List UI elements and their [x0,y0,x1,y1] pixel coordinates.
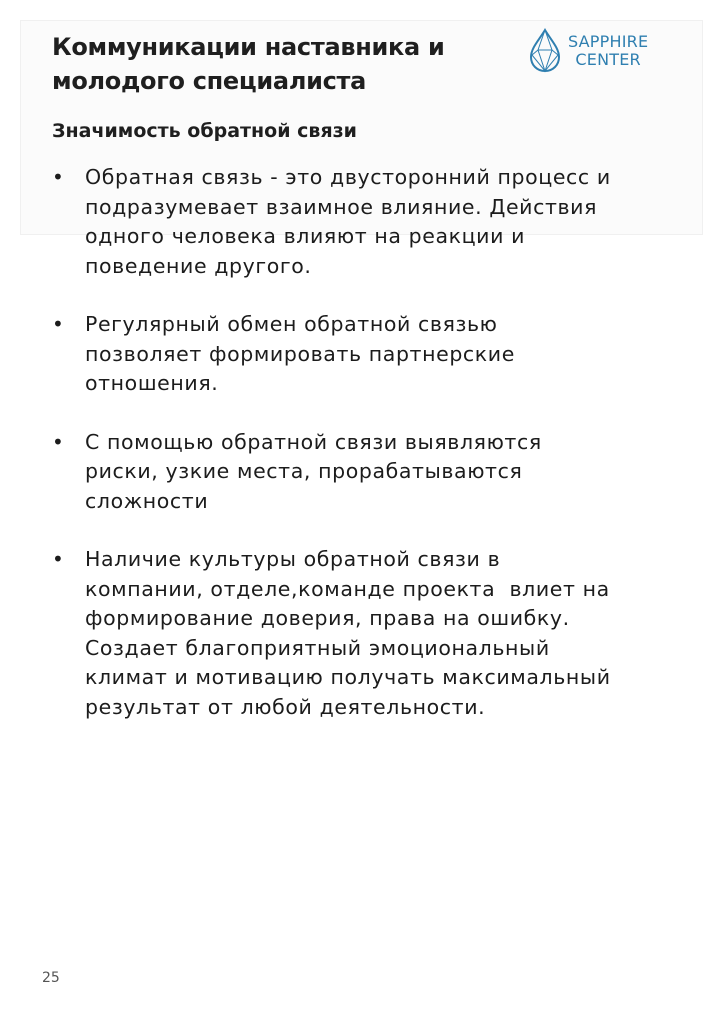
bullet-marker: • [52,547,65,571]
sapphire-center-logo [528,26,668,76]
section-subtitle: Значимость обратной связи [52,120,357,142]
logo-text [568,33,648,69]
list-item [52,428,672,517]
bullet-text-line: Обратная связь - это двусторонний процесс и [85,165,611,189]
bullet-list [52,163,672,751]
bullet-text-line: С помощью обратной связи выявляются [85,429,542,454]
sapphire-drop-icon [528,28,562,74]
page-number: 25 [42,970,60,986]
bullet-text-line: климат и мотивацию получать максимальный [85,665,611,689]
bullet-text-line: риски, узкие места, прорабатываются [85,459,523,483]
bullet-text-line: отношения. [85,371,219,395]
logo-line-1: SAPPHIRE [568,32,649,51]
bullet-text-line: результат от любой деятельности. [85,694,486,719]
bullet-text-line: одного человека влияют на реакции и [85,224,526,248]
bullet-marker: • [52,429,65,454]
bullet-marker: • [52,312,65,336]
bullet-text-line: Создает благоприятный эмоциональный [85,635,550,660]
list-item [52,163,672,281]
bullet-text-line: поведение другого. [85,253,312,278]
slide-title-line: молодого специалиста [52,67,367,95]
bullet-text-line: подразумевает взаимное влияние. Действия [85,194,598,219]
bullet-text-line: Регулярный обмен обратной связью [85,312,498,336]
bullet-text-line: компании, отделе,команде проекта влиет на [85,576,610,601]
bullet-text-line: сложности [85,488,209,513]
list-item [52,545,672,722]
logo-line-2: CENTER [575,50,641,69]
bullet-text-line: позволяет формировать партнерские [85,341,515,366]
slide-title-line: Коммуникации наставника и [52,33,445,61]
list-item [52,310,672,399]
bullet-marker: • [52,165,65,189]
bullet-text-line: формирование доверия, права на ошибку. [85,606,570,630]
slide-title [52,30,512,98]
bullet-text-line: Наличие культуры обратной связи в [85,547,501,571]
